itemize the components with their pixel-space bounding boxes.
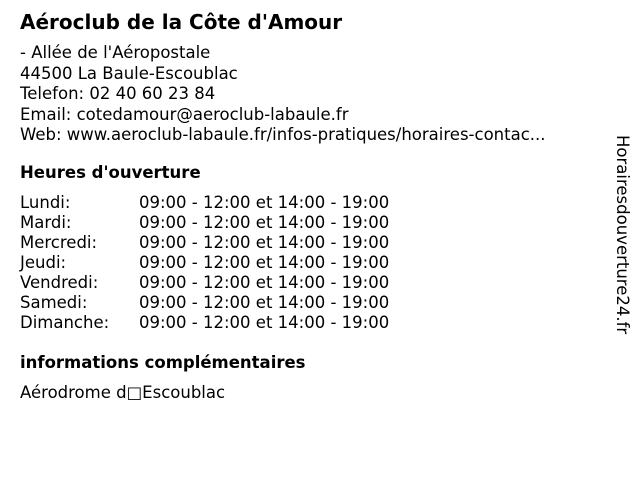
site-watermark: Horairesdouverture24.fr [613,135,632,335]
opening-hours-heading: Heures d'ouverture [20,163,201,182]
contact-block [20,43,546,146]
day-hours: 09:00 - 12:00 et 14:00 - 19:00 [139,273,390,292]
additional-info-text: Aérodrome d□Escoublac [20,383,226,402]
day-hours: 09:00 - 12:00 et 14:00 - 19:00 [139,253,390,272]
day-hours: 09:00 - 12:00 et 14:00 - 19:00 [139,313,390,332]
additional-info-heading: informations complémentaires [20,353,306,372]
day-label: Jeudi: [20,253,67,272]
address-line-1: - Allée de l'Aéropostale [20,43,211,62]
day-label: Lundi: [20,193,71,212]
day-label: Mercredi: [20,233,98,252]
day-hours: 09:00 - 12:00 et 14:00 - 19:00 [139,213,390,232]
business-name: Aéroclub de la Côte d'Amour [20,10,343,34]
day-label: Samedi: [20,293,88,312]
day-hours: 09:00 - 12:00 et 14:00 - 19:00 [139,233,390,252]
day-hours: 09:00 - 12:00 et 14:00 - 19:00 [139,193,390,212]
day-hours: 09:00 - 12:00 et 14:00 - 19:00 [139,293,390,312]
phone-line: Telefon: 02 40 60 23 84 [20,84,216,103]
web-line: Web: www.aeroclub-labaule.fr/infos-pratiques/horaires-contac... [20,125,546,144]
day-label: Dimanche: [20,313,110,332]
day-label: Mardi: [20,213,72,232]
email-line: Email: cotedamour@aeroclub-labaule.fr [20,104,349,124]
address-line-2: 44500 La Baule-Escoublac [20,63,238,83]
day-label: Vendredi: [20,273,99,292]
